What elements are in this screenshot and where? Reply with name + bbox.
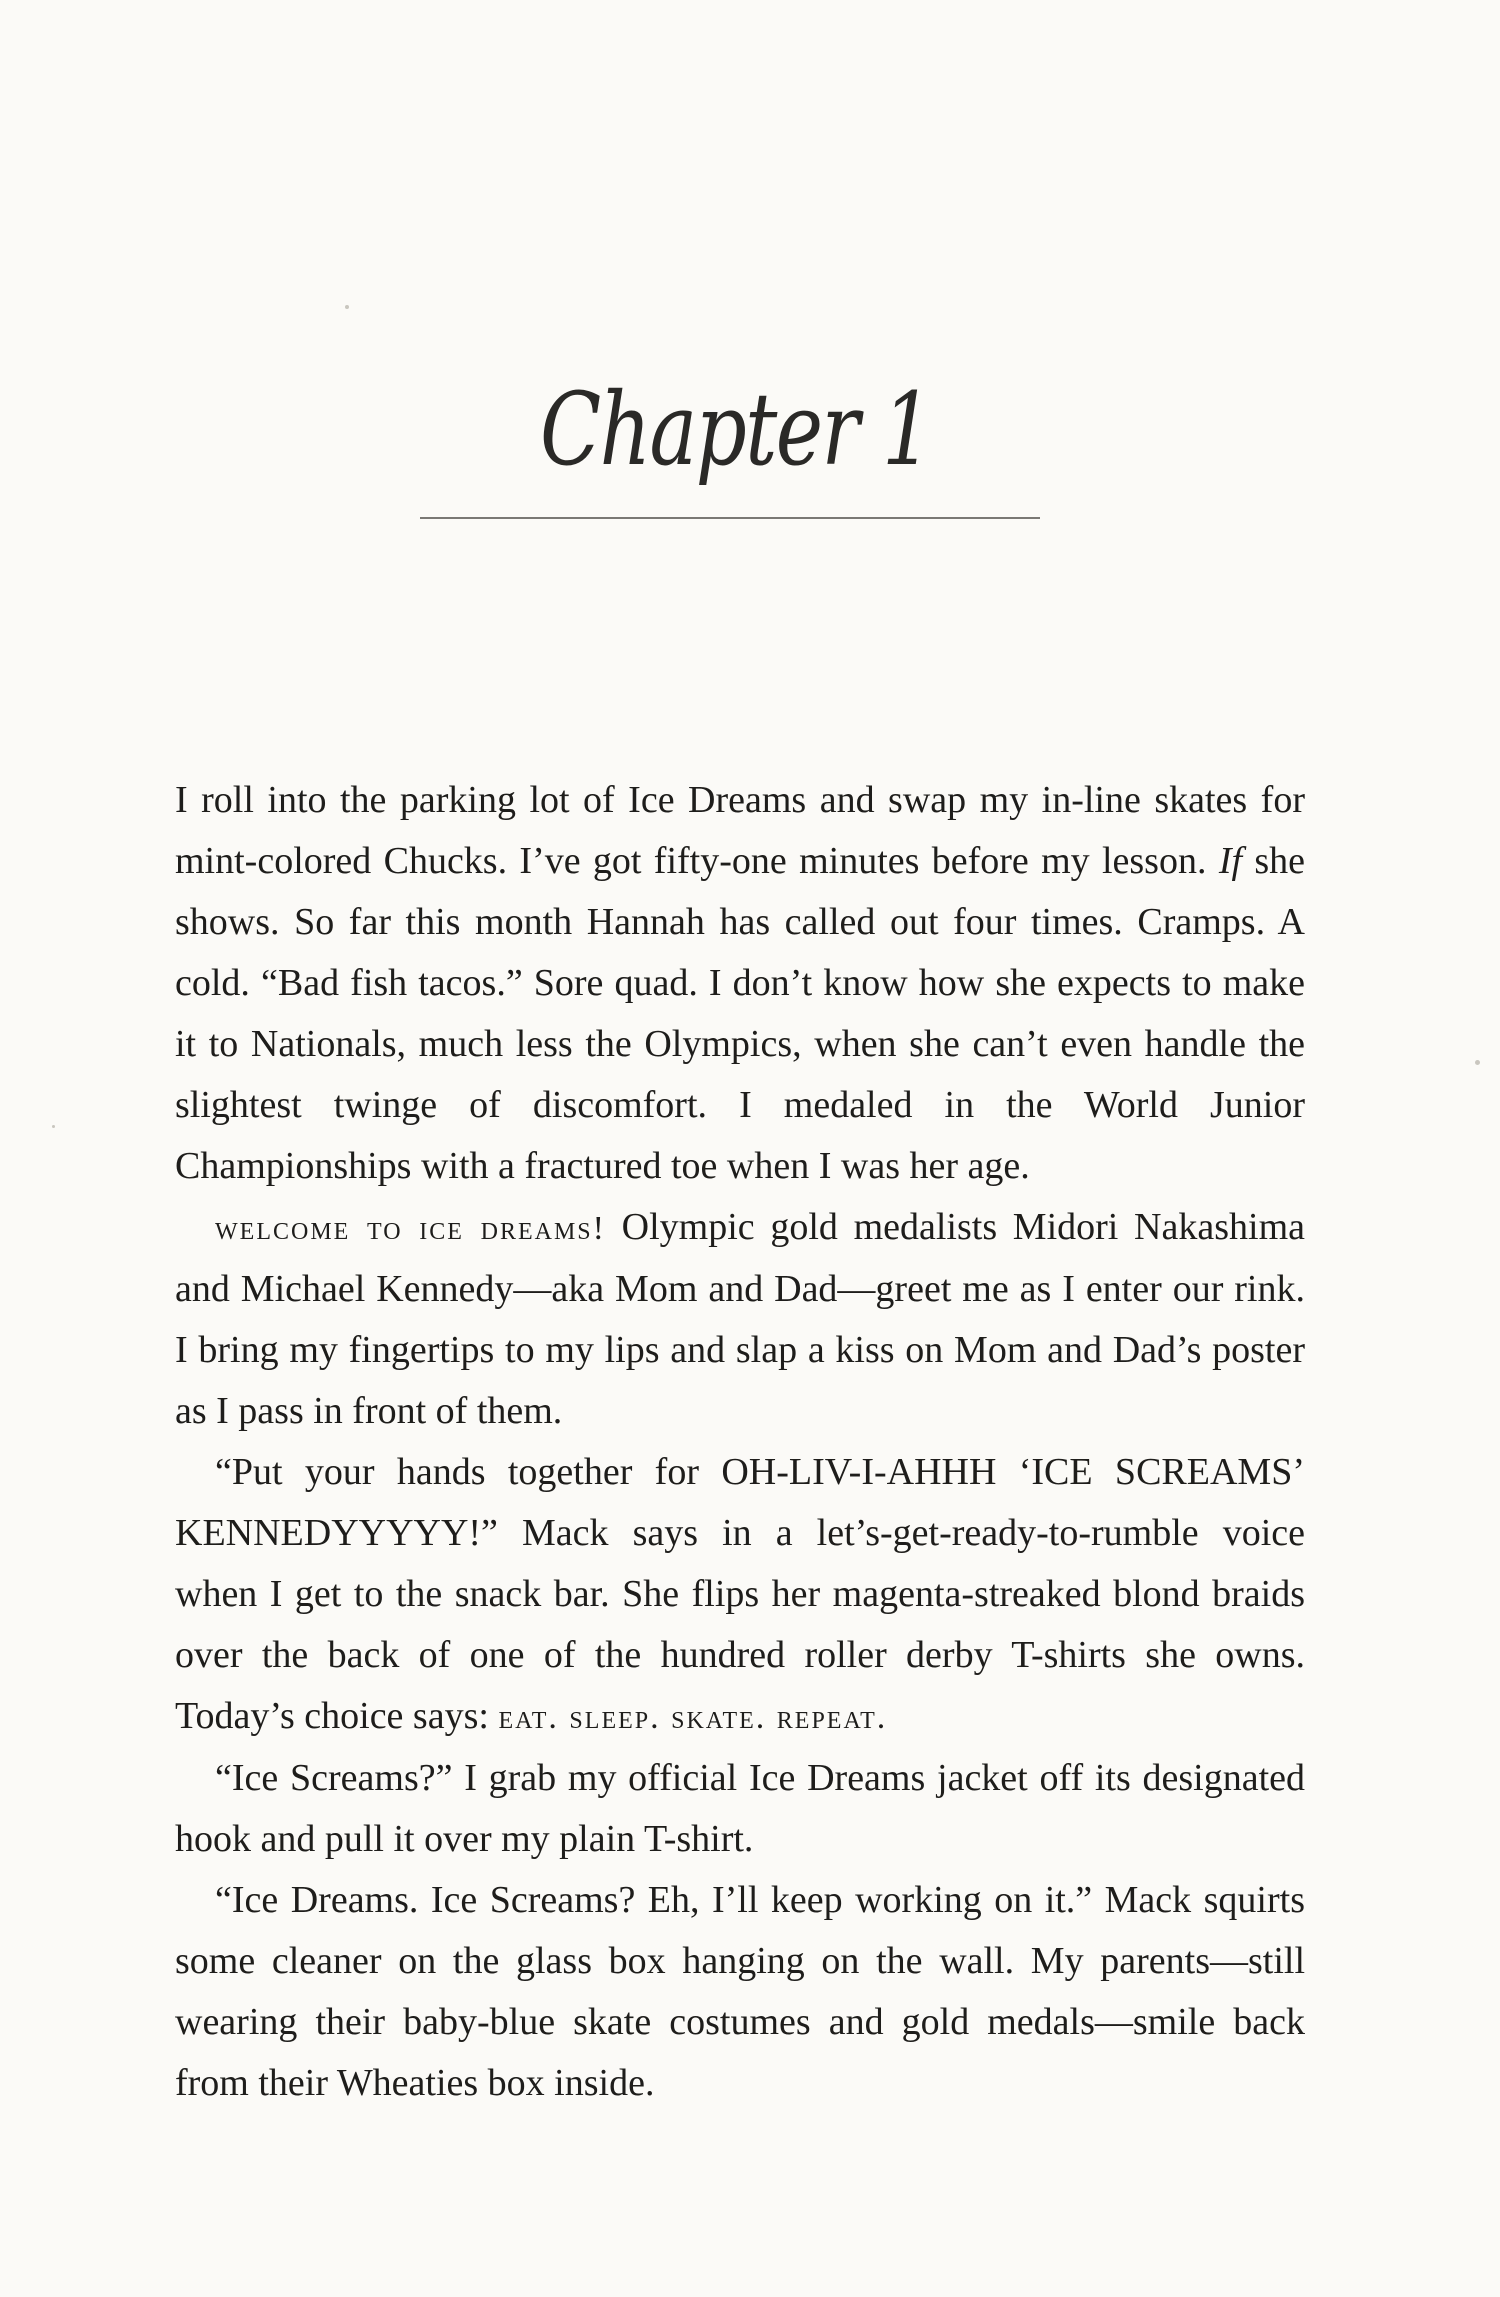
paragraph-p2 bbox=[175, 1197, 1305, 1442]
scan-speck bbox=[52, 1125, 55, 1128]
smallcaps-text: welcome to ice dreams! bbox=[215, 1210, 606, 1247]
paragraph-text: Olympic gold medalists Midori Nakashima and Michael Kennedy—aka Mom and Dad—greet me as I enter our rink. I bring my fingertips to my lips and slap a kiss on Mom and Dad’s poster as I pass in front of them. bbox=[175, 1206, 1305, 1432]
paragraph-p5 bbox=[175, 1870, 1305, 2114]
chapter-heading bbox=[420, 371, 1040, 550]
chapter-body bbox=[175, 770, 1305, 2114]
chapter-title: Chapter 1 bbox=[540, 371, 932, 488]
smallcaps-text: eat. sleep. skate. repeat. bbox=[498, 1699, 888, 1736]
paragraph-p1 bbox=[175, 770, 1305, 1197]
chapter-rule bbox=[420, 517, 1040, 519]
paragraph-p4 bbox=[175, 1748, 1305, 1870]
paragraph-text: “Ice Dreams. Ice Screams? Eh, I’ll keep working on it.” Mack squirts some cleaner on the glass box hanging on the wall. My parents—still wearing their baby-blue skate costumes and gold medals—smile back from their Wheaties box inside. bbox=[175, 1879, 1305, 2104]
scan-speck bbox=[345, 305, 349, 309]
paragraph-text: “Ice Screams?” I grab my official Ice Dreams jacket off its designated hook and pull it over my plain T-shirt. bbox=[175, 1757, 1305, 1860]
scan-speck bbox=[1475, 1060, 1480, 1065]
emphasis-text: If bbox=[1218, 840, 1243, 882]
paragraph-text: I roll into the parking lot of Ice Dreams and swap my in-line skates for mint-colored Chucks. I’ve got fifty-one minutes before my lesson. bbox=[175, 779, 1305, 882]
paragraph-p3 bbox=[175, 1442, 1305, 1748]
paragraph-text: she shows. So far this month Hannah has called out four times. Cramps. A cold. “Bad fish tacos.” Sore quad. I don’t know how she expects to make it to Nationals, much less the Olympics, when she can’t even handle the slightest twinge of discomfort. I medaled in the World Junior Championships with a fractured toe when I was her age. bbox=[175, 840, 1306, 1187]
paragraph-text: “Put your hands together for OH-LIV-I-AHHH ‘ICE SCREAMS’ KENNEDYYYYY!” Mack says in a let’s-get-ready-to-rumble voice when I get to the snack bar. She flips her magenta-streaked blond braids over the back of one of the hundred roller derby T-shirts she owns. Today’s choice says: bbox=[175, 1451, 1305, 1737]
